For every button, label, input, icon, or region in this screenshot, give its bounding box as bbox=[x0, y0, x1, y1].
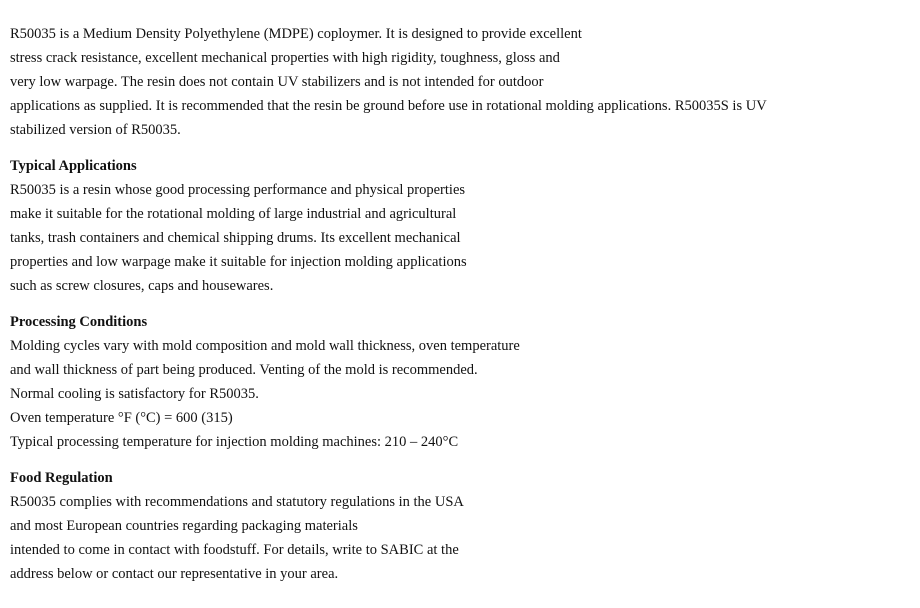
typical-applications-section bbox=[10, 154, 920, 298]
food-regulation-line: and most European countries regarding packaging materials bbox=[10, 518, 358, 534]
processing-conditions-line: and wall thickness of part being produced. Venting of the mold is recommended. bbox=[10, 362, 478, 378]
processing-conditions-section bbox=[10, 310, 920, 454]
typical-applications-line: such as screw closures, caps and housewares. bbox=[10, 278, 274, 294]
intro-line: stabilized version of R50035. bbox=[10, 122, 181, 138]
processing-conditions-line: Typical processing temperature for injection molding machines: 210 – 240°C bbox=[10, 434, 459, 450]
typical-applications-line: properties and low warpage make it suitable for injection molding applications bbox=[10, 254, 467, 270]
intro-line: stress crack resistance, excellent mechanical properties with high rigidity, toughness, gloss and bbox=[10, 50, 560, 66]
food-regulation-line: address below or contact our representative in your area. bbox=[10, 566, 339, 582]
food-regulation-heading: Food Regulation bbox=[10, 470, 113, 486]
food-regulation-line: intended to come in contact with foodstuff. For details, write to SABIC at the bbox=[10, 542, 459, 558]
typical-applications-line: tanks, trash containers and chemical shipping drums. Its excellent mechanical bbox=[10, 230, 461, 246]
food-regulation-line: R50035 complies with recommendations and statutory regulations in the USA bbox=[10, 494, 464, 510]
intro-line: R50035 is a Medium Density Polyethylene (MDPE) coploymer. It is designed to provide excellent bbox=[10, 26, 582, 42]
typical-applications-heading: Typical Applications bbox=[10, 158, 137, 174]
processing-conditions-heading: Processing Conditions bbox=[10, 314, 148, 330]
processing-conditions-line: Normal cooling is satisfactory for R50035. bbox=[10, 386, 259, 402]
typical-applications-line: make it suitable for the rotational molding of large industrial and agricultural bbox=[10, 206, 457, 222]
processing-conditions-line: Oven temperature °F (°C) = 600 (315) bbox=[10, 410, 233, 426]
intro-line: very low warpage. The resin does not contain UV stabilizers and is not intended for outdoor bbox=[10, 74, 544, 90]
processing-conditions-line: Molding cycles vary with mold composition and mold wall thickness, oven temperature bbox=[10, 338, 520, 354]
intro-line: applications as supplied. It is recommended that the resin be ground before use in rotational molding applications. R50035S is UV bbox=[10, 98, 767, 114]
food-regulation-section bbox=[10, 466, 920, 586]
typical-applications-line: R50035 is a resin whose good processing performance and physical properties bbox=[10, 182, 466, 198]
intro-paragraph bbox=[10, 22, 920, 142]
